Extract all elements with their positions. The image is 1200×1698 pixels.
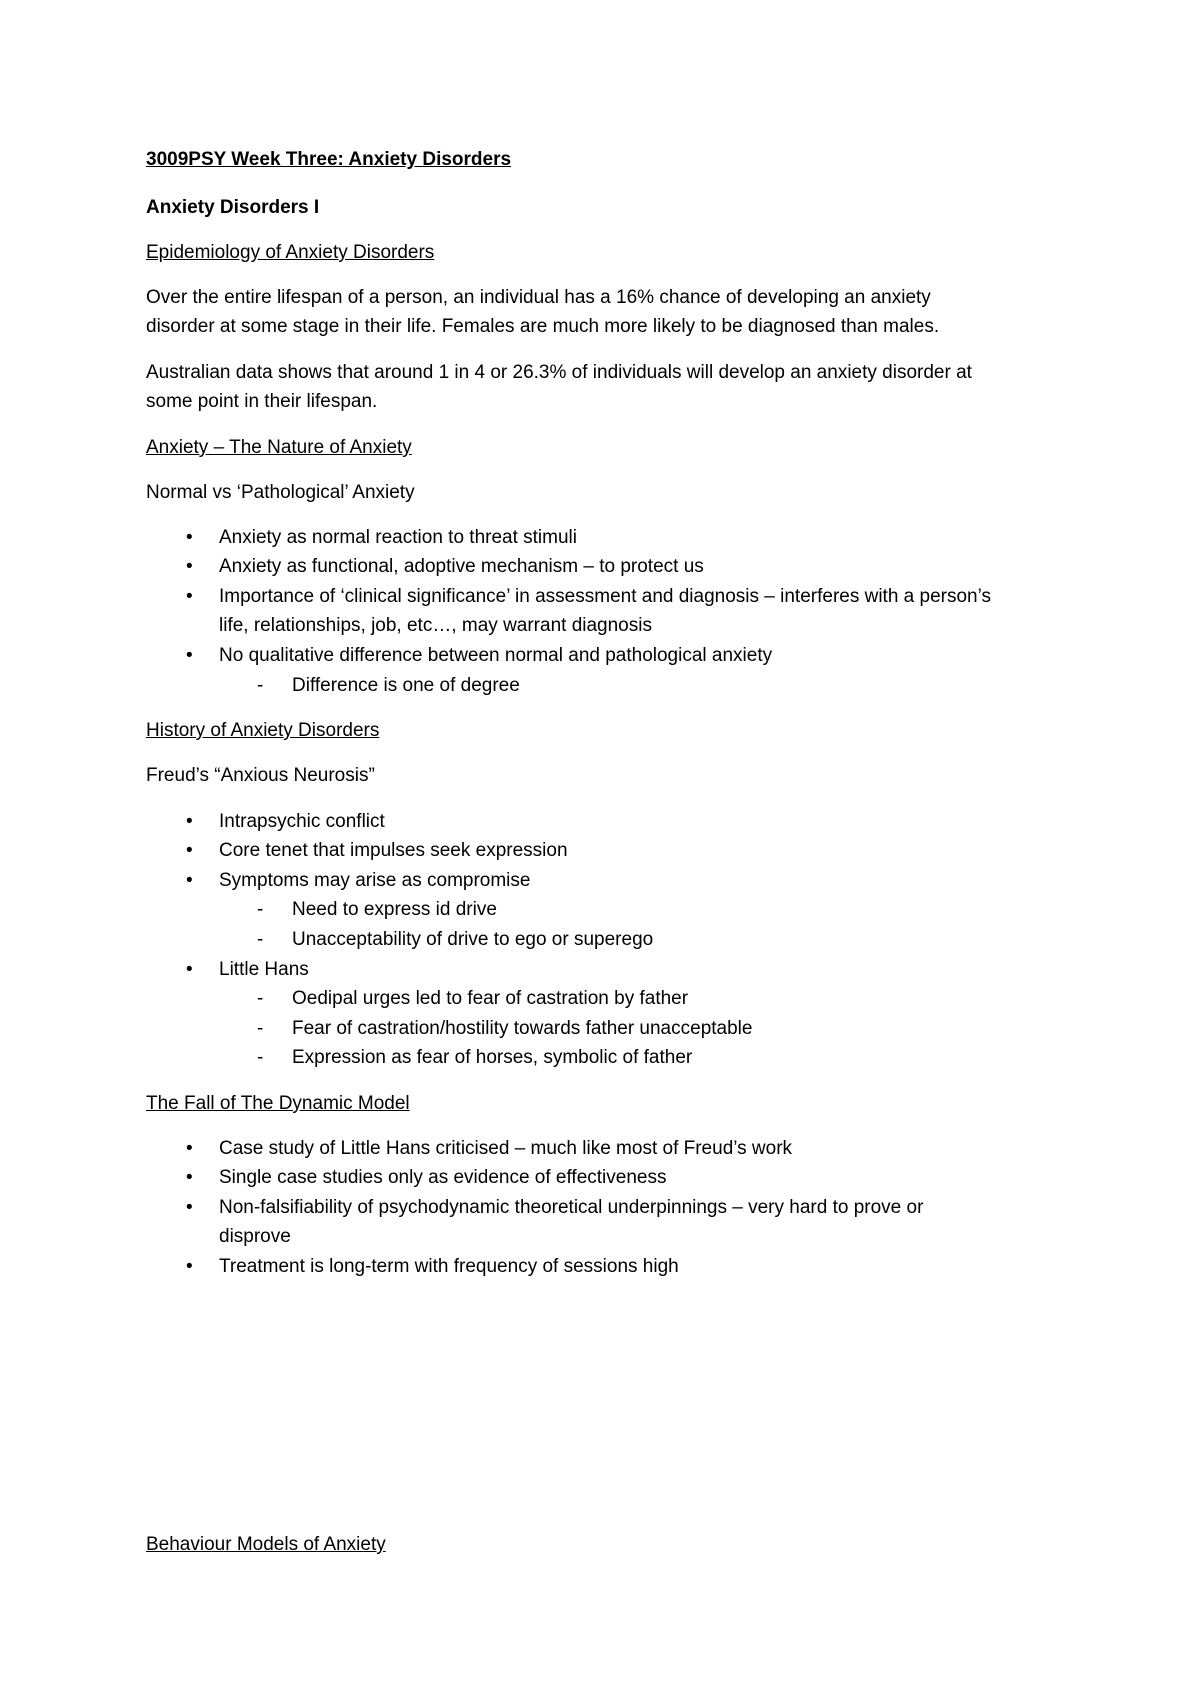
heading-behaviour-models: Behaviour Models of Anxiety [146,1534,386,1555]
sub-list-item: Expression as fear of horses, symbolic of father [292,1047,693,1068]
bullet-icon: • [186,870,193,891]
heading-epidemiology: Epidemiology of Anxiety Disorders [146,242,435,263]
document-title: 3009PSY Week Three: Anxiety Disorders [146,149,512,170]
heading-fall-of-dynamic-model: The Fall of The Dynamic Model [146,1093,410,1114]
bullet-icon: • [186,645,193,666]
dash-icon: - [257,1018,264,1039]
list-item: Anxiety as functional, adoptive mechanism – to protect us [219,556,704,577]
sub-list-item: Need to express id drive [292,899,497,920]
bullet-icon: • [186,556,193,577]
list-item-continuation: disprove [219,1226,291,1247]
paragraph-line: disorder at some stage in their life. Females are much more likely to be diagnosed than males. [146,316,940,337]
sub-list-item: Oedipal urges led to fear of castration by father [292,988,689,1009]
list-item: Non-falsifiability of psychodynamic theoretical underpinnings – very hard to prove or [219,1197,924,1218]
list-item: Symptoms may arise as compromise [219,870,531,891]
paragraph-line: Australian data shows that around 1 in 4 or 26.3% of individuals will develop an anxiety disorder at [146,362,972,383]
sub-list-item: Unacceptability of drive to ego or superego [292,929,654,950]
list-item: Single case studies only as evidence of effectiveness [219,1167,667,1188]
sub-list-item: Difference is one of degree [292,675,520,696]
list-item-continuation: life, relationships, job, etc…, may warrant diagnosis [219,615,652,636]
bullet-icon: • [186,840,193,861]
list-item: Importance of ‘clinical significance’ in assessment and diagnosis – interferes with a person’s [219,586,992,607]
list-item: Case study of Little Hans criticised – much like most of Freud’s work [219,1138,793,1159]
bullet-icon: • [186,811,193,832]
bullet-icon: • [186,1197,193,1218]
list-item: Anxiety as normal reaction to threat stimuli [219,527,577,548]
bullet-icon: • [186,527,193,548]
subheading-anxious-neurosis: Freud’s “Anxious Neurosis” [146,765,375,786]
dash-icon: - [257,1047,264,1068]
list-item: Core tenet that impulses seek expression [219,840,568,861]
bullet-icon: • [186,1138,193,1159]
heading-history: History of Anxiety Disorders [146,720,380,741]
paragraph-line: some point in their lifespan. [146,391,378,412]
sub-list-item: Fear of castration/hostility towards father unacceptable [292,1018,753,1039]
list-item: Little Hans [219,959,309,980]
bullet-icon: • [186,1256,193,1277]
subheading-normal-vs-pathological: Normal vs ‘Pathological’ Anxiety [146,482,415,503]
dash-icon: - [257,929,264,950]
bullet-icon: • [186,586,193,607]
bullet-icon: • [186,959,193,980]
list-item: Intrapsychic conflict [219,811,385,832]
dash-icon: - [257,988,264,1009]
paragraph-line: Over the entire lifespan of a person, an individual has a 16% chance of developing an anxiety [146,287,931,308]
section-title: Anxiety Disorders I [146,197,320,218]
dash-icon: - [257,899,264,920]
list-item: Treatment is long-term with frequency of sessions high [219,1256,679,1277]
dash-icon: - [257,675,264,696]
list-item: No qualitative difference between normal and pathological anxiety [219,645,773,666]
bullet-icon: • [186,1167,193,1188]
heading-nature: Anxiety – The Nature of Anxiety [146,437,412,458]
